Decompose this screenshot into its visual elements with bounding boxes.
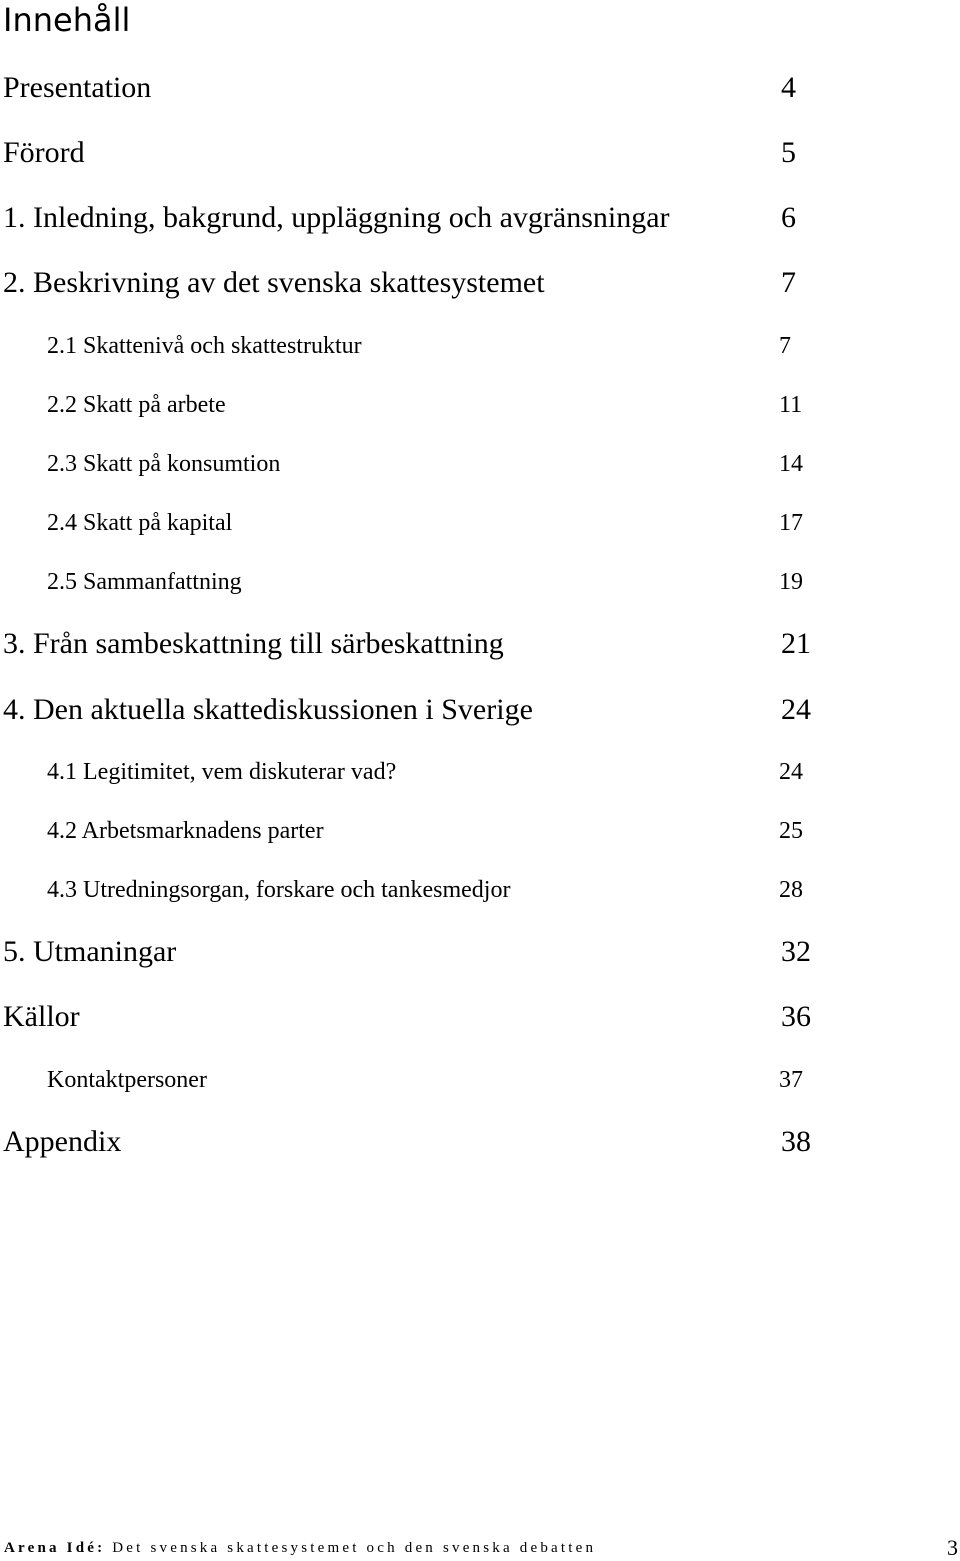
toc-entry-page: 17 [779,510,803,536]
toc-entry-page: 7 [781,266,796,299]
toc-entry-label: 2.5 Sammanfattning [47,569,242,595]
toc-entry-page: 5 [781,136,796,169]
toc-entry-page: 11 [779,392,803,418]
footer-brand: Arena Idé: [4,1540,106,1556]
toc-entry-label: Källor [3,1000,80,1033]
toc-entry-page: 24 [781,693,811,726]
toc-entry-page: 32 [781,935,811,968]
toc-entry-page: 37 [779,1067,803,1093]
toc-entry-label: 4.3 Utredningsorgan, forskare och tankesmedjor [47,877,511,903]
toc-entry-page: 36 [781,1000,811,1033]
page-number: 3 [947,1535,958,1560]
toc-entry-page: 6 [781,201,796,234]
toc-entry-page: 38 [781,1125,811,1158]
toc-entry-label: Kontaktpersoner [47,1067,207,1093]
toc-entry-page: 21 [781,627,811,660]
toc-entry-label: 4.1 Legitimitet, vem diskuterar vad? [47,759,397,785]
toc-entry-label: 5. Utmaningar [3,935,177,968]
toc-entry-page: 19 [779,569,803,595]
toc-entry-label: 2.3 Skatt på konsumtion [47,451,281,477]
footer-title: Det svenska skattesystemet och den svenska debatten [105,1540,597,1556]
toc-entry-page: 14 [779,451,803,477]
footer-running-title [4,1540,596,1557]
toc-entry-page: 25 [779,818,803,844]
toc-entry-label: 2.2 Skatt på arbete [47,392,226,418]
toc-entry-label: 2.4 Skatt på kapital [47,510,233,536]
toc-entry-label: 4.2 Arbetsmarknadens parter [47,818,324,844]
toc-entry-page: 7 [779,333,791,359]
toc-entry-page: 28 [779,877,803,903]
toc-entry-label: Förord [3,136,85,169]
toc-entry-label: 4. Den aktuella skattediskussionen i Sverige [3,693,533,726]
toc-entry-label: 1. Inledning, bakgrund, uppläggning och avgränsningar [3,201,670,234]
toc-entry-label: 3. Från sambeskattning till särbeskattning [3,627,504,660]
toc-entry-page: 24 [779,759,803,785]
toc-entry-label: Appendix [3,1125,122,1158]
toc-entry-label: Presentation [3,71,152,104]
toc-entry-page: 4 [781,71,796,104]
toc-heading: Innehåll [3,1,131,39]
toc-entry-label: 2. Beskrivning av det svenska skattesystemet [3,266,545,299]
page-footer [4,1535,960,1560]
toc-entry-label: 2.1 Skattenivå och skattestruktur [47,333,362,359]
